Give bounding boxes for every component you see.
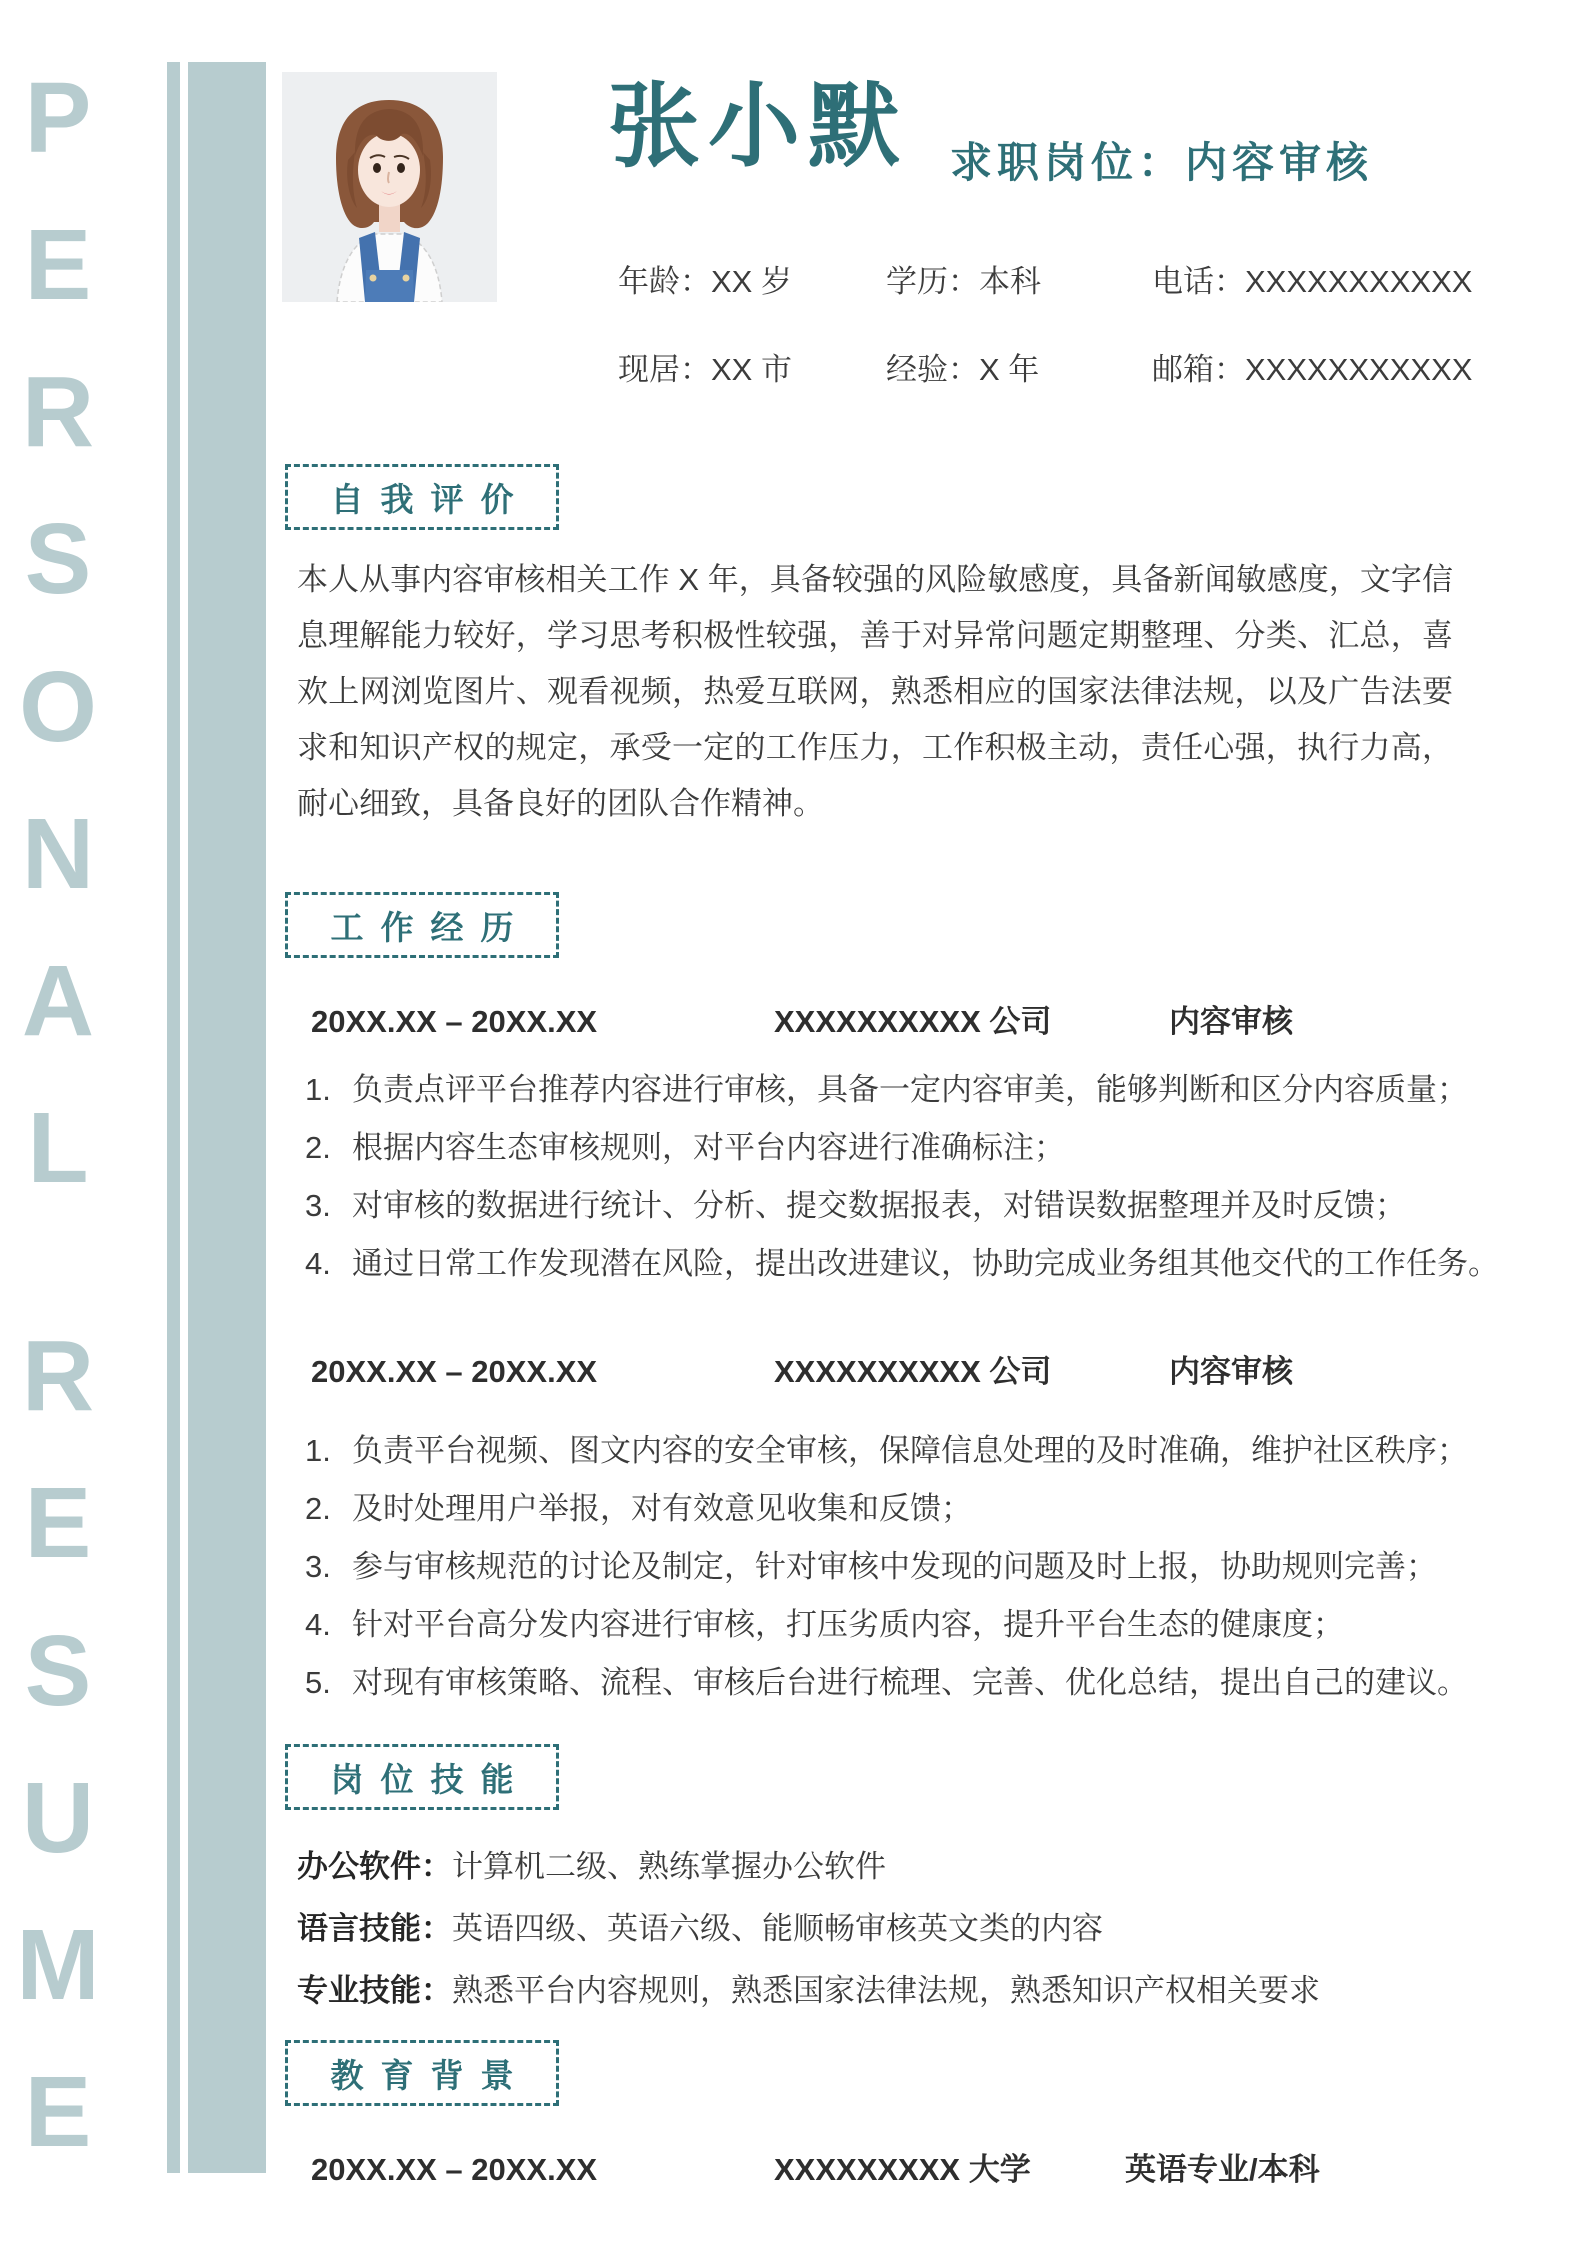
job2-period: 20XX.XX – 20XX.XX xyxy=(311,1354,598,1389)
info-city-value: XX 市 xyxy=(711,352,792,387)
info-city-label: 现居： xyxy=(618,352,711,387)
info-degree-value: 本科 xyxy=(979,264,1041,299)
info-email-value: XXXXXXXXXXX xyxy=(1245,352,1473,387)
job2-duty-list xyxy=(297,1422,1482,1712)
sidebar-letter: L xyxy=(27,1091,89,1204)
section-title: 自我评价 xyxy=(330,480,531,518)
skill-language-value: 英语四级、英语六级、能顺畅审核英文类的内容 xyxy=(452,1911,1103,1946)
section-header-skills xyxy=(285,1744,559,1810)
info-age xyxy=(618,260,792,304)
job2-role: 内容审核 xyxy=(1169,1354,1293,1389)
job1-period: 20XX.XX – 20XX.XX xyxy=(311,1004,598,1039)
section-header-work-experience xyxy=(285,892,559,958)
info-experience-label: 经验： xyxy=(886,352,979,387)
skill-professional-label: 专业技能： xyxy=(297,1973,452,2008)
section-title: 岗位技能 xyxy=(330,1760,531,1798)
job1-duty-list xyxy=(297,1061,1499,1293)
sidebar-letter: P xyxy=(24,62,92,174)
skill-office-value: 计算机二级、熟练掌握办公软件 xyxy=(452,1849,886,1884)
sidebar-letter: O xyxy=(19,650,97,763)
job1-duty: 负责点评平台推荐内容进行审核，具备一定内容审美，能够判断和区分内容质量； xyxy=(352,1072,1468,1107)
sidebar-letter: U xyxy=(21,1761,95,1874)
sidebar-thin-bar xyxy=(167,62,180,2173)
self-evaluation-paragraph: 本人从事内容审核相关工作 X 年，具备较强的风险敏感度，具备新闻敏感度，文字信息理解能力较好，学习思考积极性较强，善于对异常问题定期整理、分类、汇总，喜欢上网浏览图片、观看视频，热爱互联网，熟悉相应的国家法律法规，以及广告法要求和知识产权的规定，承受一定的工作压力，工作积极主动，责任心强，执行力高，耐心细致，具备良好的团队合作精神。 xyxy=(297,562,1453,821)
job2-duty: 参与审核规范的讨论及制定，针对审核中发现的问题及时上报，协助规则完善； xyxy=(352,1549,1437,1584)
info-degree xyxy=(886,260,1041,304)
sidebar-vertical-text xyxy=(4,62,112,2168)
info-phone xyxy=(1152,260,1472,304)
sidebar-letter: R xyxy=(21,356,95,469)
section-header-education xyxy=(285,2040,559,2106)
education-major: 英语专业/本科 xyxy=(1125,2152,1320,2187)
sidebar-letter: E xyxy=(24,209,92,322)
section-title: 工作经历 xyxy=(330,908,531,946)
job2-duty: 及时处理用户举报，对有效意见收集和反馈； xyxy=(352,1491,972,1526)
job1-header-row xyxy=(0,1000,1587,1044)
job1-role: 内容审核 xyxy=(1169,1004,1293,1039)
info-age-value: XX 岁 xyxy=(711,264,792,299)
info-degree-label: 学历： xyxy=(886,264,979,299)
skill-language-label: 语言技能： xyxy=(297,1911,452,1946)
job1-duty: 根据内容生态审核规则，对平台内容进行准确标注； xyxy=(352,1130,1065,1165)
sidebar-letter: M xyxy=(16,1908,100,2021)
job1-duty: 通过日常工作发现潜在风险，提出改进建议，协助完成业务组其他交代的工作任务。 xyxy=(352,1246,1499,1281)
job2-company: XXXXXXXXXX 公司 xyxy=(774,1354,1052,1389)
job2-duty: 负责平台视频、图文内容的安全审核，保障信息处理的及时准确，维护社区秩序； xyxy=(352,1433,1468,1468)
skill-language xyxy=(297,1907,1103,1951)
info-experience-value: X 年 xyxy=(979,352,1040,387)
candidate-name: 张小默 xyxy=(608,76,909,178)
job2-header-row xyxy=(0,1350,1587,1394)
section-title: 教育背景 xyxy=(330,2056,531,2094)
sidebar-letter: E xyxy=(24,2055,92,2168)
sidebar-letter: E xyxy=(24,1467,92,1580)
education-school: XXXXXXXXX 大学 xyxy=(774,2152,1031,2187)
section-header-self-evaluation xyxy=(285,464,559,530)
sidebar-letter: S xyxy=(24,503,92,616)
skill-professional-value: 熟悉平台内容规则，熟悉国家法律法规，熟悉知识产权相关要求 xyxy=(452,1973,1320,2008)
info-email xyxy=(1152,348,1472,392)
info-phone-value: XXXXXXXXXXX xyxy=(1245,264,1473,299)
education-period: 20XX.XX – 20XX.XX xyxy=(311,2152,598,2187)
skill-office-label: 办公软件： xyxy=(297,1849,452,1884)
education-row xyxy=(0,2148,1587,2192)
job1-duty: 对审核的数据进行统计、分析、提交数据报表，对错误数据整理并及时反馈； xyxy=(352,1188,1406,1223)
sidebar-wide-bar xyxy=(188,62,266,2173)
sidebar-letter: R xyxy=(21,1320,95,1433)
target-position: 求职岗位：内容审核 xyxy=(950,139,1374,186)
sidebar-letter: A xyxy=(21,944,95,1057)
job1-company: XXXXXXXXXX 公司 xyxy=(774,1004,1052,1039)
job2-duty: 针对平台高分发内容进行审核，打压劣质内容，提升平台生态的健康度； xyxy=(352,1607,1344,1642)
info-phone-label: 电话： xyxy=(1152,264,1245,299)
job2-duty: 对现有审核策略、流程、审核后台进行梳理、完善、优化总结，提出自己的建议。 xyxy=(352,1665,1468,1700)
sidebar-letter: N xyxy=(21,797,95,910)
info-experience xyxy=(886,348,1039,392)
info-email-label: 邮箱： xyxy=(1152,352,1245,387)
info-age-label: 年龄： xyxy=(618,264,711,299)
sidebar-letter: S xyxy=(24,1614,92,1727)
skill-office xyxy=(297,1845,886,1889)
info-city xyxy=(618,348,792,392)
profile-photo-illustration xyxy=(282,72,497,302)
skill-professional xyxy=(297,1969,1320,2013)
